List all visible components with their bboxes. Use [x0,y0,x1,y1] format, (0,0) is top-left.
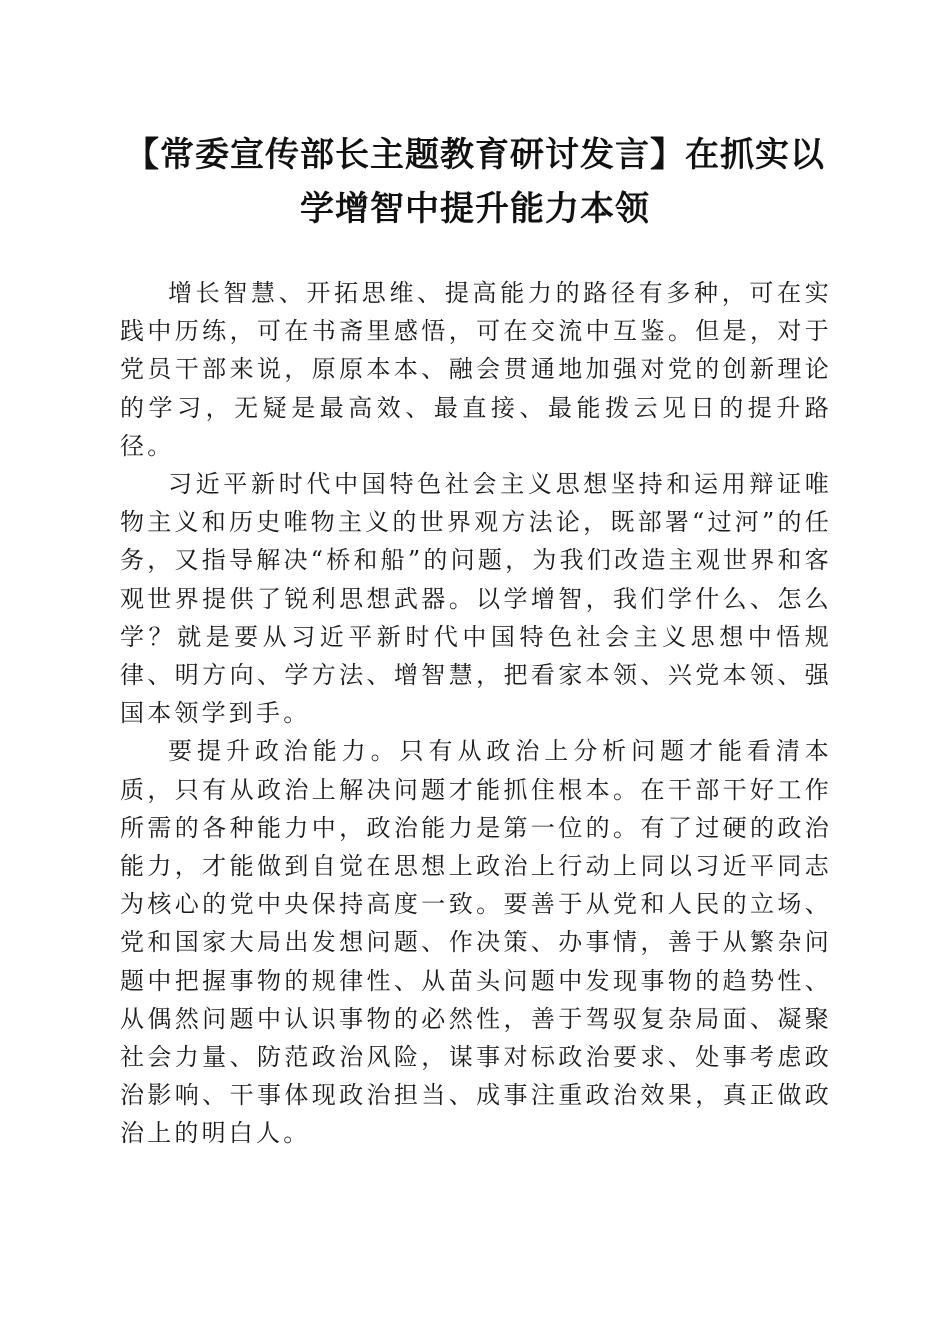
paragraph-intro: 增长智慧、开拓思维、提高能力的路径有多种，可在实践中历练，可在书斋里感悟，可在交流中互鉴。但是，对于党员干部来说，原原本本、融会贯通地加强对党的创新理论的学习，无疑是最高效、最直接、最能拨云见日的提升路径。 [120,279,832,460]
title-line-1: 【常委宣传部长主题教育研讨发言】在抓实以 [125,135,825,175]
paragraph-political-ability: 要提升政治能力。只有从政治上分析问题才能看清本质，只有从政治上解决问题才能抓住根本。在干部干好工作所需的各种能力中，政治能力是第一位的。有了过硬的政治能力，才能做到自觉在思想上政治上行动上同以习近平同志为核心的党中央保持高度一致。要善于从党和人民的立场、党和国家大局出发想问题、作决策、办事情，善于从繁杂问题中把握事物的规律性、从苗头问题中发现事物的趋势性、从偶然问题中认识事物的必然性，善于驾驭复杂局面、凝聚社会力量、防范政治风险，谋事对标政治要求、处事考虑政治影响、干事体现政治担当、成事注重政治效果，真正做政治上的明白人。 [120,737,832,1148]
document-title [90,128,860,236]
document-body [120,274,832,1153]
paragraph-thought: 习近平新时代中国特色社会主义思想坚持和运用辩证唯物主义和历史唯物主义的世界观方法论，既部署“过河”的任务，又指导解决“桥和船”的问题，为我们改造主观世界和客观世界提供了锐利思想武器。以学增智，我们学什么、怎么学？就是要从习近平新时代中国特色社会主义思想中悟规律、明方向、学方法、增智慧，把看家本领、兴党本领、强国本领学到手。 [120,470,832,728]
title-line-2: 学增智中提升能力本领 [300,189,650,229]
